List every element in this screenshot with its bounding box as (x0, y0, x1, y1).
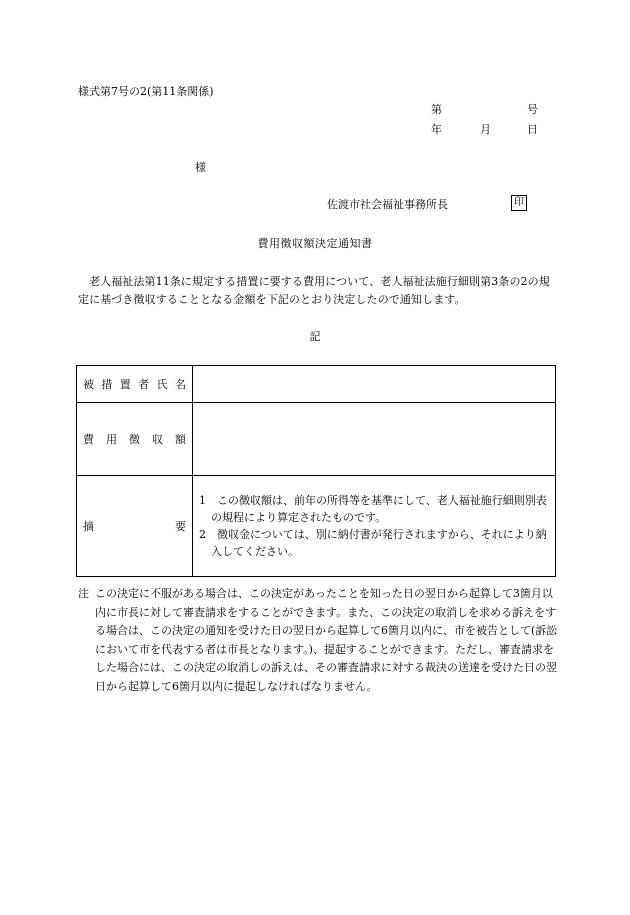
remark-item-2: 2 徴収金については、別に納付書が発行されますから、それにより納入してください。 (199, 528, 547, 558)
document-title: 費用徴収額決定通知書 (257, 237, 373, 250)
issuer-name: 佐渡市社会福祉事務所長 (327, 198, 448, 211)
document-number-suffix: 号 (527, 103, 538, 116)
label-char: 費 (83, 432, 94, 446)
info-table (76, 365, 556, 577)
date-year-label: 年 (431, 123, 442, 136)
label-char: 要 (175, 519, 186, 533)
body-paragraph: 老人福祉法第11条に規定する措置に要する費用について、老人福祉法施行細則第3条の2の規定に基づき徴収することとなる金額を下記のとおり決定したので通知します。 (78, 275, 550, 306)
value-recipient-name (193, 366, 556, 403)
ki-marker: 記 (309, 330, 321, 343)
footnote-mark: 注 (78, 587, 89, 600)
label-char: 収 (152, 432, 163, 446)
label-cell (77, 366, 193, 403)
remark-item-1: 1 この徴収額は、前年の所得等を基準にして、老人福祉施行細則別表の規程により算定されたものです。 (199, 494, 547, 524)
label-char: 者 (138, 377, 150, 391)
form-number-label: 様式第7号の2(第11条関係) (78, 85, 214, 98)
label-cell (77, 476, 193, 577)
value-fee-amount (193, 403, 556, 476)
label-char: 氏 (156, 377, 168, 391)
label-cell (77, 403, 193, 476)
table-row (77, 476, 556, 577)
label-char: 徴 (129, 432, 140, 446)
label-fee-amount (83, 434, 186, 445)
label-char: 被 (83, 377, 94, 391)
date-day-label: 日 (527, 123, 538, 136)
label-char: 額 (175, 432, 186, 446)
document-number-prefix: 第 (431, 103, 442, 116)
label-remarks (83, 521, 186, 532)
date-month-label: 月 (480, 123, 491, 136)
footnote-text: この決定に不服がある場合は、この決定があったことを知った日の翌日から起算して3箇月以内に市長に対して審査請求をすることができます。また、この決定の取消しを求める訴えをする場合は、この決定の通知を受けた日の翌日から起算して6箇月以内に、市を被告として(訴訟において市を代表する者は市長となります。)、提起することができます。ただし、審査請求をした場合には、この決定の取消しの訴えは、その審査請求に対する裁決の送達を受けた日の翌日から起算して6箇月以内に提起しなければなりません。 (95, 587, 558, 693)
label-char: 名 (174, 377, 186, 391)
remarks-cell (193, 476, 556, 577)
label-char: 摘 (83, 519, 94, 533)
table-row (77, 403, 556, 476)
footnote-row (78, 585, 558, 696)
label-char: 用 (106, 432, 117, 446)
footnote (78, 585, 558, 696)
recipient-honorific: 様 (195, 161, 206, 174)
label-char: 措 (101, 377, 113, 391)
label-char: 置 (119, 377, 131, 391)
table-row (77, 366, 556, 403)
seal-icon: 印 (511, 195, 527, 211)
label-recipient-name (83, 379, 186, 390)
